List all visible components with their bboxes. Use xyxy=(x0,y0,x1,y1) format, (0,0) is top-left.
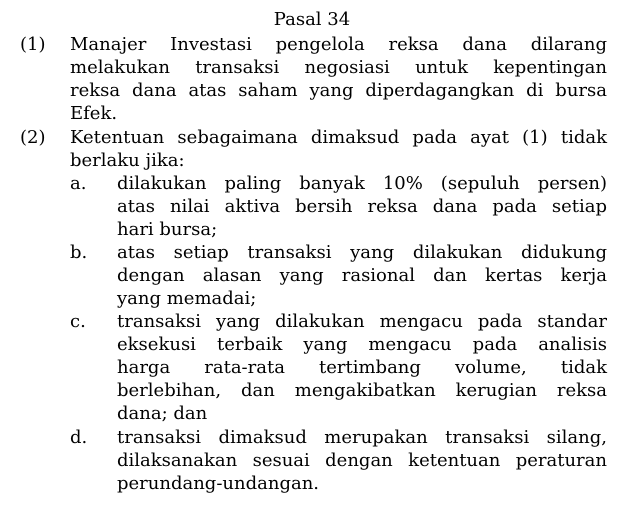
text-line: dana; dan xyxy=(117,403,208,424)
paragraph-text xyxy=(70,33,607,125)
list-text xyxy=(117,172,607,241)
text-line: dilaksanakan sesuai dengan ketentuan peraturan xyxy=(117,450,607,471)
list-text xyxy=(117,310,607,425)
paragraph-number: (1) xyxy=(20,34,46,55)
text-line: transaksi yang dilakukan mengacu pada standar xyxy=(117,311,607,332)
text-line: berlaku jika: xyxy=(70,150,185,171)
text-line: Efek. xyxy=(70,103,118,124)
list-letter: b. xyxy=(70,242,88,263)
text-line: melakukan transaksi negosiasi untuk kepentingan xyxy=(70,57,607,78)
text-line: atas nilai aktiva bersih reksa dana pada setiap xyxy=(117,196,607,217)
text-line: transaksi dimaksud merupakan transaksi silang, xyxy=(117,427,607,448)
article-title: Pasal 34 xyxy=(273,9,351,30)
list-text xyxy=(117,426,607,495)
text-line: perundang-undangan. xyxy=(117,473,320,494)
text-line: berlebihan, dan mengakibatkan kerugian reksa xyxy=(117,380,607,401)
text-line: eksekusi terbaik yang mengacu pada analisis xyxy=(117,334,607,355)
text-line: harga rata-rata tertimbang volume, tidak xyxy=(117,357,607,378)
list-letter: a. xyxy=(70,173,87,194)
text-line: Ketentuan sebagaimana dimaksud pada ayat (1) tidak xyxy=(70,127,607,148)
text-line: dengan alasan yang rasional dan kertas kerja xyxy=(117,265,607,286)
text-line: reksa dana atas saham yang diperdagangkan di bursa xyxy=(70,80,607,101)
text-line: Manajer Investasi pengelola reksa dana dilarang xyxy=(70,34,607,55)
text-line: yang memadai; xyxy=(117,288,257,309)
list-letter: c. xyxy=(70,311,86,332)
text-line: hari bursa; xyxy=(117,219,218,240)
list-letter: d. xyxy=(70,427,88,448)
paragraph-number: (2) xyxy=(20,127,46,148)
text-line: atas setiap transaksi yang dilakukan didukung xyxy=(117,242,607,263)
paragraph-text xyxy=(70,126,607,172)
text-line: dilakukan paling banyak 10% (sepuluh persen) xyxy=(117,173,607,194)
list-text xyxy=(117,241,607,310)
